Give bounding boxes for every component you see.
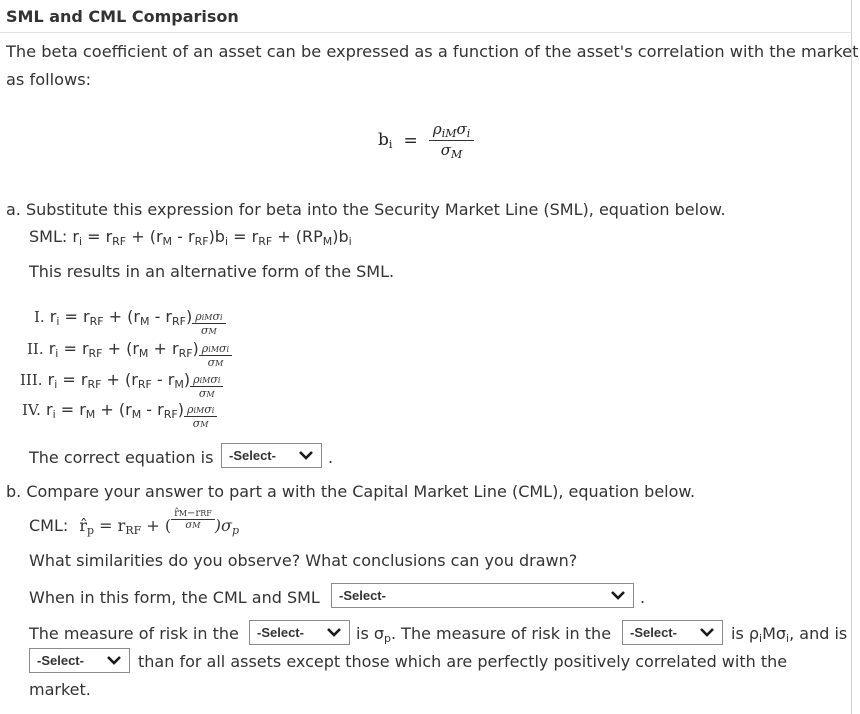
correct-equation-label: The correct equation is xyxy=(29,448,214,467)
risk-mid: is $\sigma_p$. The measure of risk in the xyxy=(356,624,612,645)
select-value: -Select- xyxy=(37,653,84,668)
question-text: What similarities do you observe? What conclusions can you drawn? xyxy=(29,551,578,570)
select-value: -Select- xyxy=(229,448,276,463)
last-word: market. xyxy=(29,680,91,699)
risk-tail: is $\rho_iM\sigma_i$, and is xyxy=(731,624,848,645)
intro-line-2: as follows: xyxy=(6,70,92,89)
risk-label-1: The measure of risk in the xyxy=(29,624,239,643)
period: . xyxy=(328,448,334,467)
beta-lhs: $b_i$ xyxy=(378,130,393,151)
select-value: -Select- xyxy=(257,625,304,640)
title-divider xyxy=(0,32,852,33)
part-a-heading: a. Substitute this expression for beta into the Security Market Line (SML), equation below. xyxy=(6,200,726,219)
chevron-down-icon xyxy=(297,447,315,463)
option-iv: IV. $r_i = r_M + (r_M - r_{RF})$ $\frac{\text{ρiMσi}}{\sigma M}$ xyxy=(22,400,217,430)
frame-border xyxy=(851,0,852,714)
cml-label: CML: xyxy=(29,516,69,535)
intro-line-1: The beta coefficient of an asset can be expressed as a function of the asset's correlation with the market xyxy=(6,42,859,61)
option-ii: II. $r_i = r_{RF} + (r_M + r_{RF})$ $\frac{\text{ρiMσi}}{\sigma M}$ xyxy=(27,339,232,369)
page-title: SML and CML Comparison xyxy=(6,7,239,26)
beta-formula: $b_i$ = $\frac{\rho_{iM}\sigma_i}{\sigma_M}$ xyxy=(378,120,474,161)
compare-select[interactable] xyxy=(29,648,130,673)
select-value: -Select- xyxy=(630,625,677,640)
risk-line-select-2[interactable] xyxy=(622,620,723,645)
chevron-down-icon xyxy=(698,624,716,640)
part-b-heading: b. Compare your answer to part a with the Capital Market Line (CML), equation below. xyxy=(6,482,696,501)
compare-tail: than for all assets except those which are perfectly positively correlated with the xyxy=(138,652,788,671)
chevron-down-icon xyxy=(325,624,343,640)
beta-fraction: $\frac{\rho_{iM}\sigma_i}{\sigma_M}$ xyxy=(429,120,474,161)
period: . xyxy=(640,588,646,607)
form-label: When in this form, the CML and SML xyxy=(29,588,320,607)
sml-equation: SML: $r_i = r_{RF} + (r_M - r_{RF})b_i = r_{RF} + (RP_M)b_i$ xyxy=(29,227,352,248)
option-i: I. $r_i = r_{RF} + (r_M - r_{RF})$ $\frac{\text{ρiMσi}}{\sigma M}$ xyxy=(34,307,226,337)
select-value: -Select- xyxy=(339,588,386,603)
option-iii: III. $r_i = r_{RF} + (r_{RF} - r_M)$ $\frac{\text{ρiMσi}}{\sigma M}$ xyxy=(20,370,223,400)
cml-equation: CML: $r̂_p = r_{RF}$ + ( $\frac{\text{r̂M−rRF}}{\sigma M}$ )$\sigma_p$ xyxy=(29,508,240,537)
result-text: This results in an alternative form of the SML. xyxy=(29,262,395,281)
cml-sml-relationship-select[interactable] xyxy=(331,583,634,608)
risk-line-select-1[interactable] xyxy=(249,620,350,645)
chevron-down-icon xyxy=(105,652,123,668)
chevron-down-icon xyxy=(609,587,627,603)
correct-equation-select[interactable] xyxy=(221,443,322,468)
